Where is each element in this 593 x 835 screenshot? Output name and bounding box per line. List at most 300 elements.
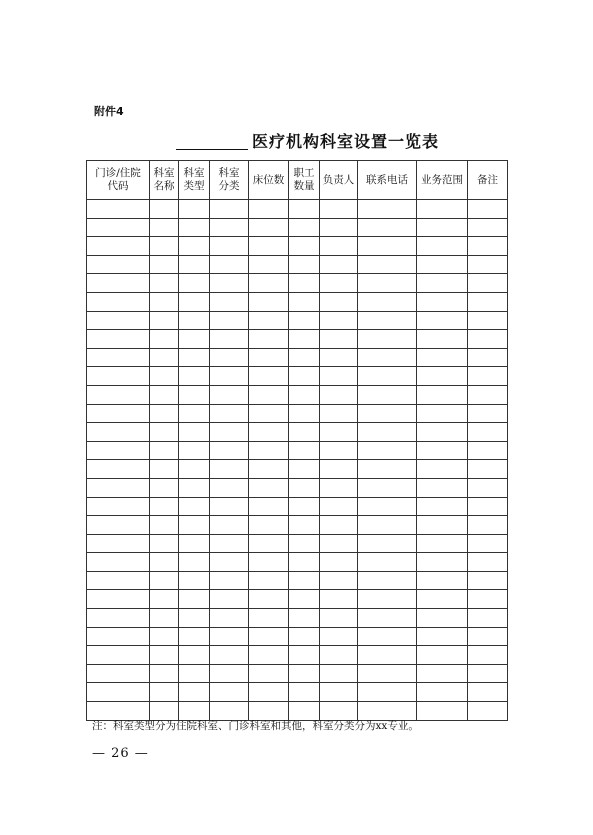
table-row [87,218,508,237]
table-row [87,255,508,274]
table-cell [417,330,468,349]
table-cell [87,200,150,219]
attachment-label: 附件4 [94,105,124,118]
table-cell [358,237,417,256]
table-cell [150,200,179,219]
table-cell [210,609,249,628]
table-cell [468,311,508,330]
table-cell [468,516,508,535]
table-cell [150,218,179,237]
table-cell [210,255,249,274]
table-cell [417,534,468,553]
header-dept-name [150,161,179,200]
table-cell [358,348,417,367]
table-cell [179,609,210,628]
table-cell [358,255,417,274]
table-cell [417,664,468,683]
table-cell [468,330,508,349]
table-cell [358,441,417,460]
table-cell [179,237,210,256]
table-cell [289,664,320,683]
table-cell [320,478,358,497]
table-cell [417,627,468,646]
table-cell [358,590,417,609]
header-staff-count-text: 职工 数量 [293,167,315,192]
table-cell [150,311,179,330]
table-row [87,516,508,535]
table-cell [289,646,320,665]
table-cell [417,683,468,702]
table-cell [417,274,468,293]
header-dept-name-text: 科室 名称 [153,167,175,192]
table-cell [210,516,249,535]
table-cell [417,553,468,572]
table-cell [249,646,289,665]
header-code-text: 门诊/住院 代码 [95,167,141,192]
table-cell [249,478,289,497]
table-cell [468,292,508,311]
table-cell [87,348,150,367]
table-cell [468,702,508,721]
table-row [87,664,508,683]
header-code [87,161,150,200]
header-person-in-charge-text: 负责人 [322,173,355,186]
table-cell [358,218,417,237]
table-cell [417,497,468,516]
table-cell [87,441,150,460]
table-cell [210,237,249,256]
header-phone [358,161,417,200]
table-cell [417,423,468,442]
table-cell [150,478,179,497]
table-row [87,497,508,516]
header-business-scope [417,161,468,200]
table-cell [210,683,249,702]
table-cell [358,460,417,479]
table-cell [417,311,468,330]
table-cell [179,218,210,237]
table-row [87,200,508,219]
table-cell [150,553,179,572]
table-cell [468,590,508,609]
table-cell [358,311,417,330]
table-cell [320,367,358,386]
header-remarks [468,161,508,200]
table-row [87,367,508,386]
table-cell [417,571,468,590]
table-cell [320,218,358,237]
table-cell [320,311,358,330]
table-header-row [87,161,508,200]
table-cell [249,330,289,349]
table-cell [150,664,179,683]
table-row [87,311,508,330]
table-cell [417,516,468,535]
table-cell [249,200,289,219]
table-cell [358,404,417,423]
header-person-in-charge [320,161,358,200]
table-cell [150,292,179,311]
table-cell [150,460,179,479]
table-cell [179,255,210,274]
table-cell [320,404,358,423]
table-cell [87,683,150,702]
table-cell [210,627,249,646]
table-cell [289,218,320,237]
table-row [87,553,508,572]
table-cell [289,478,320,497]
table-cell [249,627,289,646]
table-cell [150,404,179,423]
table-cell [179,292,210,311]
table-cell [468,571,508,590]
table-cell [210,423,249,442]
table-cell [210,664,249,683]
table-row [87,237,508,256]
table-cell [320,534,358,553]
table-cell [249,590,289,609]
table-cell [87,255,150,274]
table-cell [249,534,289,553]
table-cell [468,609,508,628]
table-cell [320,627,358,646]
table-cell [150,683,179,702]
table-cell [210,292,249,311]
table-cell [468,478,508,497]
table-cell [210,590,249,609]
table-cell [289,348,320,367]
table-body [87,200,508,721]
table-cell [320,274,358,293]
table-cell [468,255,508,274]
table-cell [289,609,320,628]
table-cell [179,348,210,367]
table-cell [179,385,210,404]
table-cell [289,534,320,553]
table-cell [417,218,468,237]
table-cell [289,385,320,404]
table-cell [150,609,179,628]
table-cell [358,516,417,535]
table-cell [468,367,508,386]
table-cell [210,571,249,590]
table-cell [417,237,468,256]
table-cell [179,441,210,460]
table-cell [249,404,289,423]
table-cell [289,255,320,274]
table-cell [249,348,289,367]
table-row [87,274,508,293]
table-cell [417,292,468,311]
table-cell [358,200,417,219]
header-dept-category [210,161,249,200]
table-cell [179,534,210,553]
table-row [87,460,508,479]
table-cell [320,292,358,311]
table-cell [210,404,249,423]
table-cell [150,571,179,590]
table-cell [210,367,249,386]
table-cell [320,460,358,479]
table-cell [87,460,150,479]
table-cell [249,367,289,386]
table-cell [417,441,468,460]
table-row [87,534,508,553]
header-dept-type [179,161,210,200]
header-beds-text: 床位数 [252,173,285,186]
table-cell [87,571,150,590]
table-cell [179,627,210,646]
table-cell [210,348,249,367]
table-cell [320,237,358,256]
table-cell [150,627,179,646]
table-cell [150,516,179,535]
table-cell [417,590,468,609]
table-cell [468,385,508,404]
table-cell [210,478,249,497]
table-cell [320,590,358,609]
header-beds [249,161,289,200]
table-cell [289,200,320,219]
table-cell [417,478,468,497]
table-cell [249,255,289,274]
table-row [87,441,508,460]
department-table [86,160,508,721]
footnote: 注：科室类型分为住院科室、门诊科室和其他，科室分类分为xx专业。 [92,720,419,732]
table-cell [210,200,249,219]
table-cell [150,441,179,460]
table-row [87,404,508,423]
table-cell [210,646,249,665]
table-cell [320,683,358,702]
table-cell [87,423,150,442]
table-cell [289,237,320,256]
table-row [87,683,508,702]
table-cell [150,423,179,442]
table-cell [249,274,289,293]
table-row [87,478,508,497]
table-row [87,330,508,349]
table-cell [468,423,508,442]
table-cell [289,497,320,516]
table-cell [150,646,179,665]
table-cell [358,664,417,683]
table-cell [210,460,249,479]
table-cell [289,404,320,423]
table-cell [249,460,289,479]
table-cell [179,553,210,572]
table-cell [179,497,210,516]
table-cell [87,311,150,330]
table-cell [87,478,150,497]
table-cell [358,497,417,516]
table-cell [179,590,210,609]
title-blank-underline [176,133,248,150]
table-cell [87,274,150,293]
table-cell [417,385,468,404]
table-cell [249,292,289,311]
table-cell [210,218,249,237]
table-cell [358,646,417,665]
table-cell [179,478,210,497]
table-row [87,627,508,646]
table-cell [468,534,508,553]
table-cell [249,553,289,572]
table-cell [87,553,150,572]
table-cell [150,385,179,404]
table-cell [417,404,468,423]
table-cell [87,292,150,311]
table-cell [289,460,320,479]
table-cell [320,200,358,219]
table-cell [87,609,150,628]
table-cell [249,683,289,702]
table-cell [468,497,508,516]
table-row [87,609,508,628]
table-cell [468,274,508,293]
table-cell [249,497,289,516]
table-cell [417,255,468,274]
table-cell [179,423,210,442]
table-cell [179,516,210,535]
table-cell [210,497,249,516]
table-row [87,385,508,404]
table-cell [320,646,358,665]
header-business-scope-text: 业务范围 [421,173,463,186]
table-cell [320,255,358,274]
table-cell [179,367,210,386]
table-cell [249,385,289,404]
table-row [87,590,508,609]
table-cell [358,367,417,386]
table-cell [468,664,508,683]
table-cell [358,534,417,553]
table-cell [468,404,508,423]
table-cell [320,348,358,367]
table-cell [249,218,289,237]
table-cell [358,292,417,311]
table-cell [150,330,179,349]
table-cell [320,571,358,590]
table-cell [249,571,289,590]
table-cell [320,553,358,572]
table-cell [249,516,289,535]
table-cell [320,385,358,404]
table-cell [289,367,320,386]
table-cell [289,553,320,572]
table-cell [358,478,417,497]
table-cell [358,609,417,628]
table-cell [87,627,150,646]
table-cell [179,571,210,590]
table-cell [468,237,508,256]
table-cell [468,627,508,646]
table-cell [358,571,417,590]
table-cell [320,497,358,516]
table-cell [289,423,320,442]
header-staff-count [289,161,320,200]
table-cell [249,664,289,683]
table-cell [87,664,150,683]
table-cell [468,683,508,702]
table-cell [249,609,289,628]
table-cell [87,646,150,665]
table-cell [87,218,150,237]
table-cell [210,311,249,330]
header-remarks-text: 备注 [477,173,498,186]
table-cell [358,553,417,572]
table-cell [87,516,150,535]
table-cell [179,404,210,423]
table-row [87,646,508,665]
table-cell [289,311,320,330]
table-cell [468,646,508,665]
table-cell [468,348,508,367]
table-cell [249,423,289,442]
table-cell [289,330,320,349]
table-cell [179,664,210,683]
table-cell [179,683,210,702]
table-cell [417,200,468,219]
table-cell [417,367,468,386]
table-cell [150,497,179,516]
table-cell [87,330,150,349]
table-cell [358,683,417,702]
table-cell [179,460,210,479]
table-cell [320,441,358,460]
table-cell [320,423,358,442]
table-cell [87,404,150,423]
header-dept-type-text: 科室 类型 [183,167,205,192]
table-cell [210,553,249,572]
page-number: — 26 — [92,746,149,761]
table-cell [179,646,210,665]
table-cell [150,367,179,386]
table-row [87,423,508,442]
table-cell [289,590,320,609]
table-cell [150,590,179,609]
table-cell [87,497,150,516]
table-cell [179,330,210,349]
table-cell [320,516,358,535]
table-cell [358,385,417,404]
table-cell [358,330,417,349]
table-cell [320,664,358,683]
table-cell [87,385,150,404]
table-row [87,292,508,311]
table-cell [150,274,179,293]
table-cell [150,534,179,553]
table-cell [358,627,417,646]
table-cell [289,274,320,293]
table-cell [358,423,417,442]
table-cell [179,274,210,293]
table-cell [468,218,508,237]
table-cell [87,367,150,386]
table-cell [358,274,417,293]
table-cell [417,609,468,628]
table-cell [417,348,468,367]
table-cell [249,441,289,460]
table-cell [179,200,210,219]
table-cell [87,590,150,609]
table-cell [210,385,249,404]
table-cell [417,460,468,479]
table-cell [289,571,320,590]
table-cell [468,441,508,460]
table-cell [210,534,249,553]
table-cell [289,516,320,535]
